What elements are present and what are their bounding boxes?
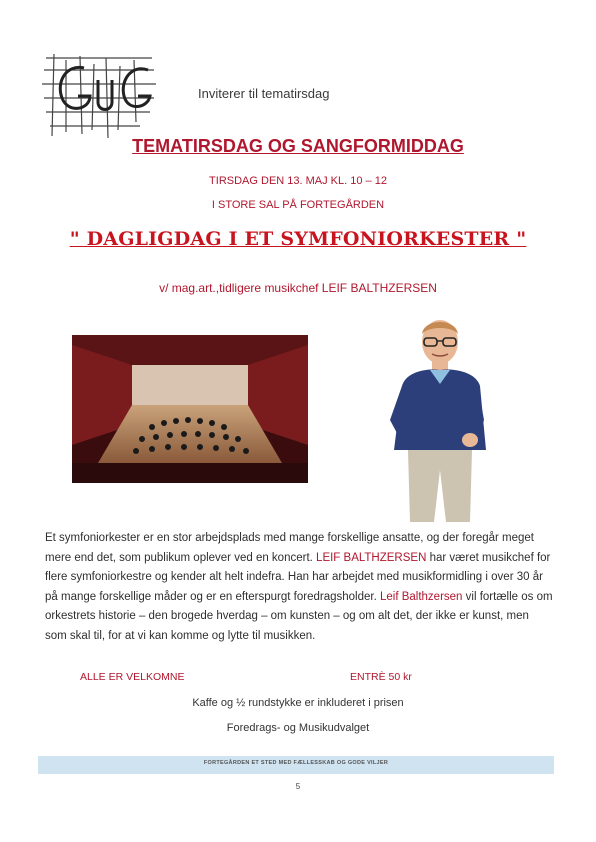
speaker-name-highlight-2: Leif Balthzersen	[379, 590, 463, 603]
organizer: Foredrags- og Musikudvalget	[226, 722, 370, 734]
welcome-label: ALLE ER VELKOMNE	[80, 671, 185, 683]
event-date: TIRSDAG DEN 13. MAJ KL. 10 – 12	[209, 175, 387, 187]
event-theme: " DAGLIGDAG I ET SYMFONIORKESTER "	[69, 228, 527, 250]
body-text-part-3: vil fortælle os om orkestrets historie – den brogede hverdag – om kunsten – og om alt det, der ikke er kunst, men som skal til, for at vi kan komme og lytte til musikken.	[45, 590, 553, 642]
speaker-portrait	[366, 300, 514, 528]
body-paragraph	[45, 529, 553, 646]
coffee-info: Kaffe og ½ rundstykke er inkluderet i prisen	[192, 697, 404, 709]
footer-bar	[38, 756, 554, 774]
speaker-name-highlight: LEIF BALTHZERSEN	[316, 551, 427, 564]
page-number: 5	[295, 782, 301, 791]
invite-heading: Inviterer til tematirsdag	[198, 86, 330, 101]
footer-text: FORTEGÅRDEN ET STED MED FÆLLESSKAB OG GODE VILJER	[203, 760, 389, 766]
body-text-part-2: har været musikchef for flere symfoniorkestre og kender alt helt indefra. Han har arbejdet med musikformidling i over 30 år på mange forskellige måder og er en efterspurgt foredragsholder.	[45, 551, 551, 603]
entry-price: ENTRÈ 50 kr	[350, 671, 412, 683]
event-title: TEMATIRSDAG OG SANGFORMIDDAG	[132, 136, 464, 156]
gug-logo	[40, 50, 158, 142]
concert-hall-photo	[72, 335, 308, 483]
event-speaker: v/ mag.art.,tidligere musikchef LEIF BALTHZERSEN	[159, 281, 437, 295]
body-text-part-1: Et symfoniorkester er en stor arbejdsplads med mange forskellige ansatte, og der foregår meget mere end det, som publikum oplever ved en koncert.	[45, 532, 534, 564]
event-place: I STORE SAL PÅ FORTEGÅRDEN	[211, 199, 385, 211]
